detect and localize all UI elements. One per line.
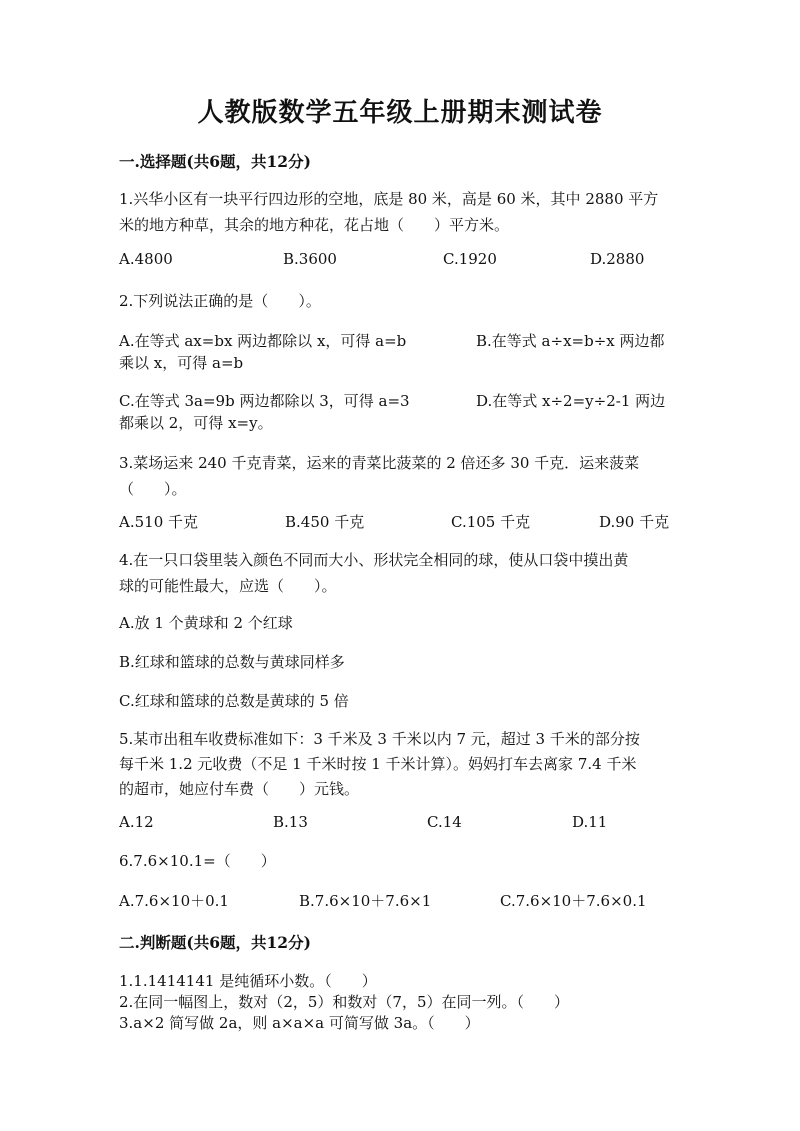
question-1-option-a: A.4800 [119,250,173,268]
question-1-line-1: 1.兴华小区有一块平行四边形的空地，底是 80 米，高是 60 米，其中 2880 平方 [119,190,659,208]
true-false-1: 1.1.1414141 是纯循环小数。（ ） [119,972,377,990]
question-1 [119,186,679,238]
question-3-option-c: C.105 千克 [451,513,531,531]
question-5-option-a: A.12 [119,813,154,831]
page-title: 人教版数学五年级上册期末测试卷 [197,98,603,128]
question-2-option-d-continued: 都乘以 2，可得 x=y。 [119,414,273,432]
question-4-option-b: B.红球和篮球的总数与黄球同样多 [119,653,345,671]
question-1-option-d: D.2880 [590,250,645,268]
question-2-stem: 2.下列说法正确的是（ ）。 [119,292,321,310]
question-1-option-b: B.3600 [283,250,337,268]
question-5-line-3: 的超市，她应付车费（ ）元钱。 [119,780,360,798]
section-heading-choice: 一.选择题(共6题，共12分) [119,152,311,171]
question-1-line-2: 米的地方种草，其余的地方种花，花占地（ ）平方米。 [119,216,510,234]
question-4-line-2: 球的可能性最大，应选（ ）。 [119,577,337,595]
question-2-option-c: C.在等式 3a=9b 两边都除以 3，可得 a=3 [119,392,410,410]
question-3-line-2: （ ）。 [119,480,187,498]
question-3-option-a: A.510 千克 [119,513,198,531]
question-5-line-1: 5.某市出租车收费标准如下：3 千米及 3 千米以内 7 元，超过 3 千米的部分按 [119,730,640,748]
question-4-option-c: C.红球和篮球的总数是黄球的 5 倍 [119,692,349,710]
question-2-option-d: D.在等式 x÷2=y÷2-1 两边 [476,392,666,410]
question-1-option-c: C.1920 [443,250,497,268]
question-6-option-b: B.7.6×10＋7.6×1 [299,892,432,910]
question-5 [119,727,679,802]
section-heading-true-false: 二.判断题(共6题，共12分) [119,933,311,952]
question-5-line-2: 每千米 1.2 元收费（不足 1 千米时按 1 千米计算）。妈妈打车去离家 7.4 千米 [119,755,637,773]
true-false-2: 2.在同一幅图上，数对（2，5）和数对（7，5）在同一列。（ ） [119,993,569,1011]
question-2-option-a: A.在等式 ax=bx 两边都除以 x，可得 a=b [119,332,407,350]
question-3-line-1: 3.菜场运来 240 千克青菜，运来的青菜比菠菜的 2 倍还多 30 千克．运来菠菜 [119,454,640,472]
question-5-option-c: C.14 [427,813,462,831]
question-2-option-b: B.在等式 a÷x=b÷x 两边都 [476,332,665,350]
question-6-option-a: A.7.6×10＋0.1 [119,892,229,910]
question-2-option-b-continued: 乘以 x，可得 a=b [119,354,244,372]
question-4-line-1: 4.在一只口袋里装入颜色不同而大小、形状完全相同的球，使从口袋中摸出黄 [119,551,629,569]
question-3 [119,450,679,502]
true-false-3: 3.a×2 简写做 2a，则 a×a×a 可简写做 3a。（ ） [119,1014,480,1032]
question-6-option-c: C.7.6×10＋7.6×0.1 [500,892,647,910]
question-5-option-d: D.11 [572,813,608,831]
question-6-stem: 6.7.6×10.1=（ ） [119,852,276,870]
question-4-option-a: A.放 1 个黄球和 2 个红球 [119,614,293,632]
question-3-option-d: D.90 千克 [599,513,670,531]
question-5-option-b: B.13 [273,813,308,831]
question-3-option-b: B.450 千克 [285,513,365,531]
question-4 [119,547,679,599]
